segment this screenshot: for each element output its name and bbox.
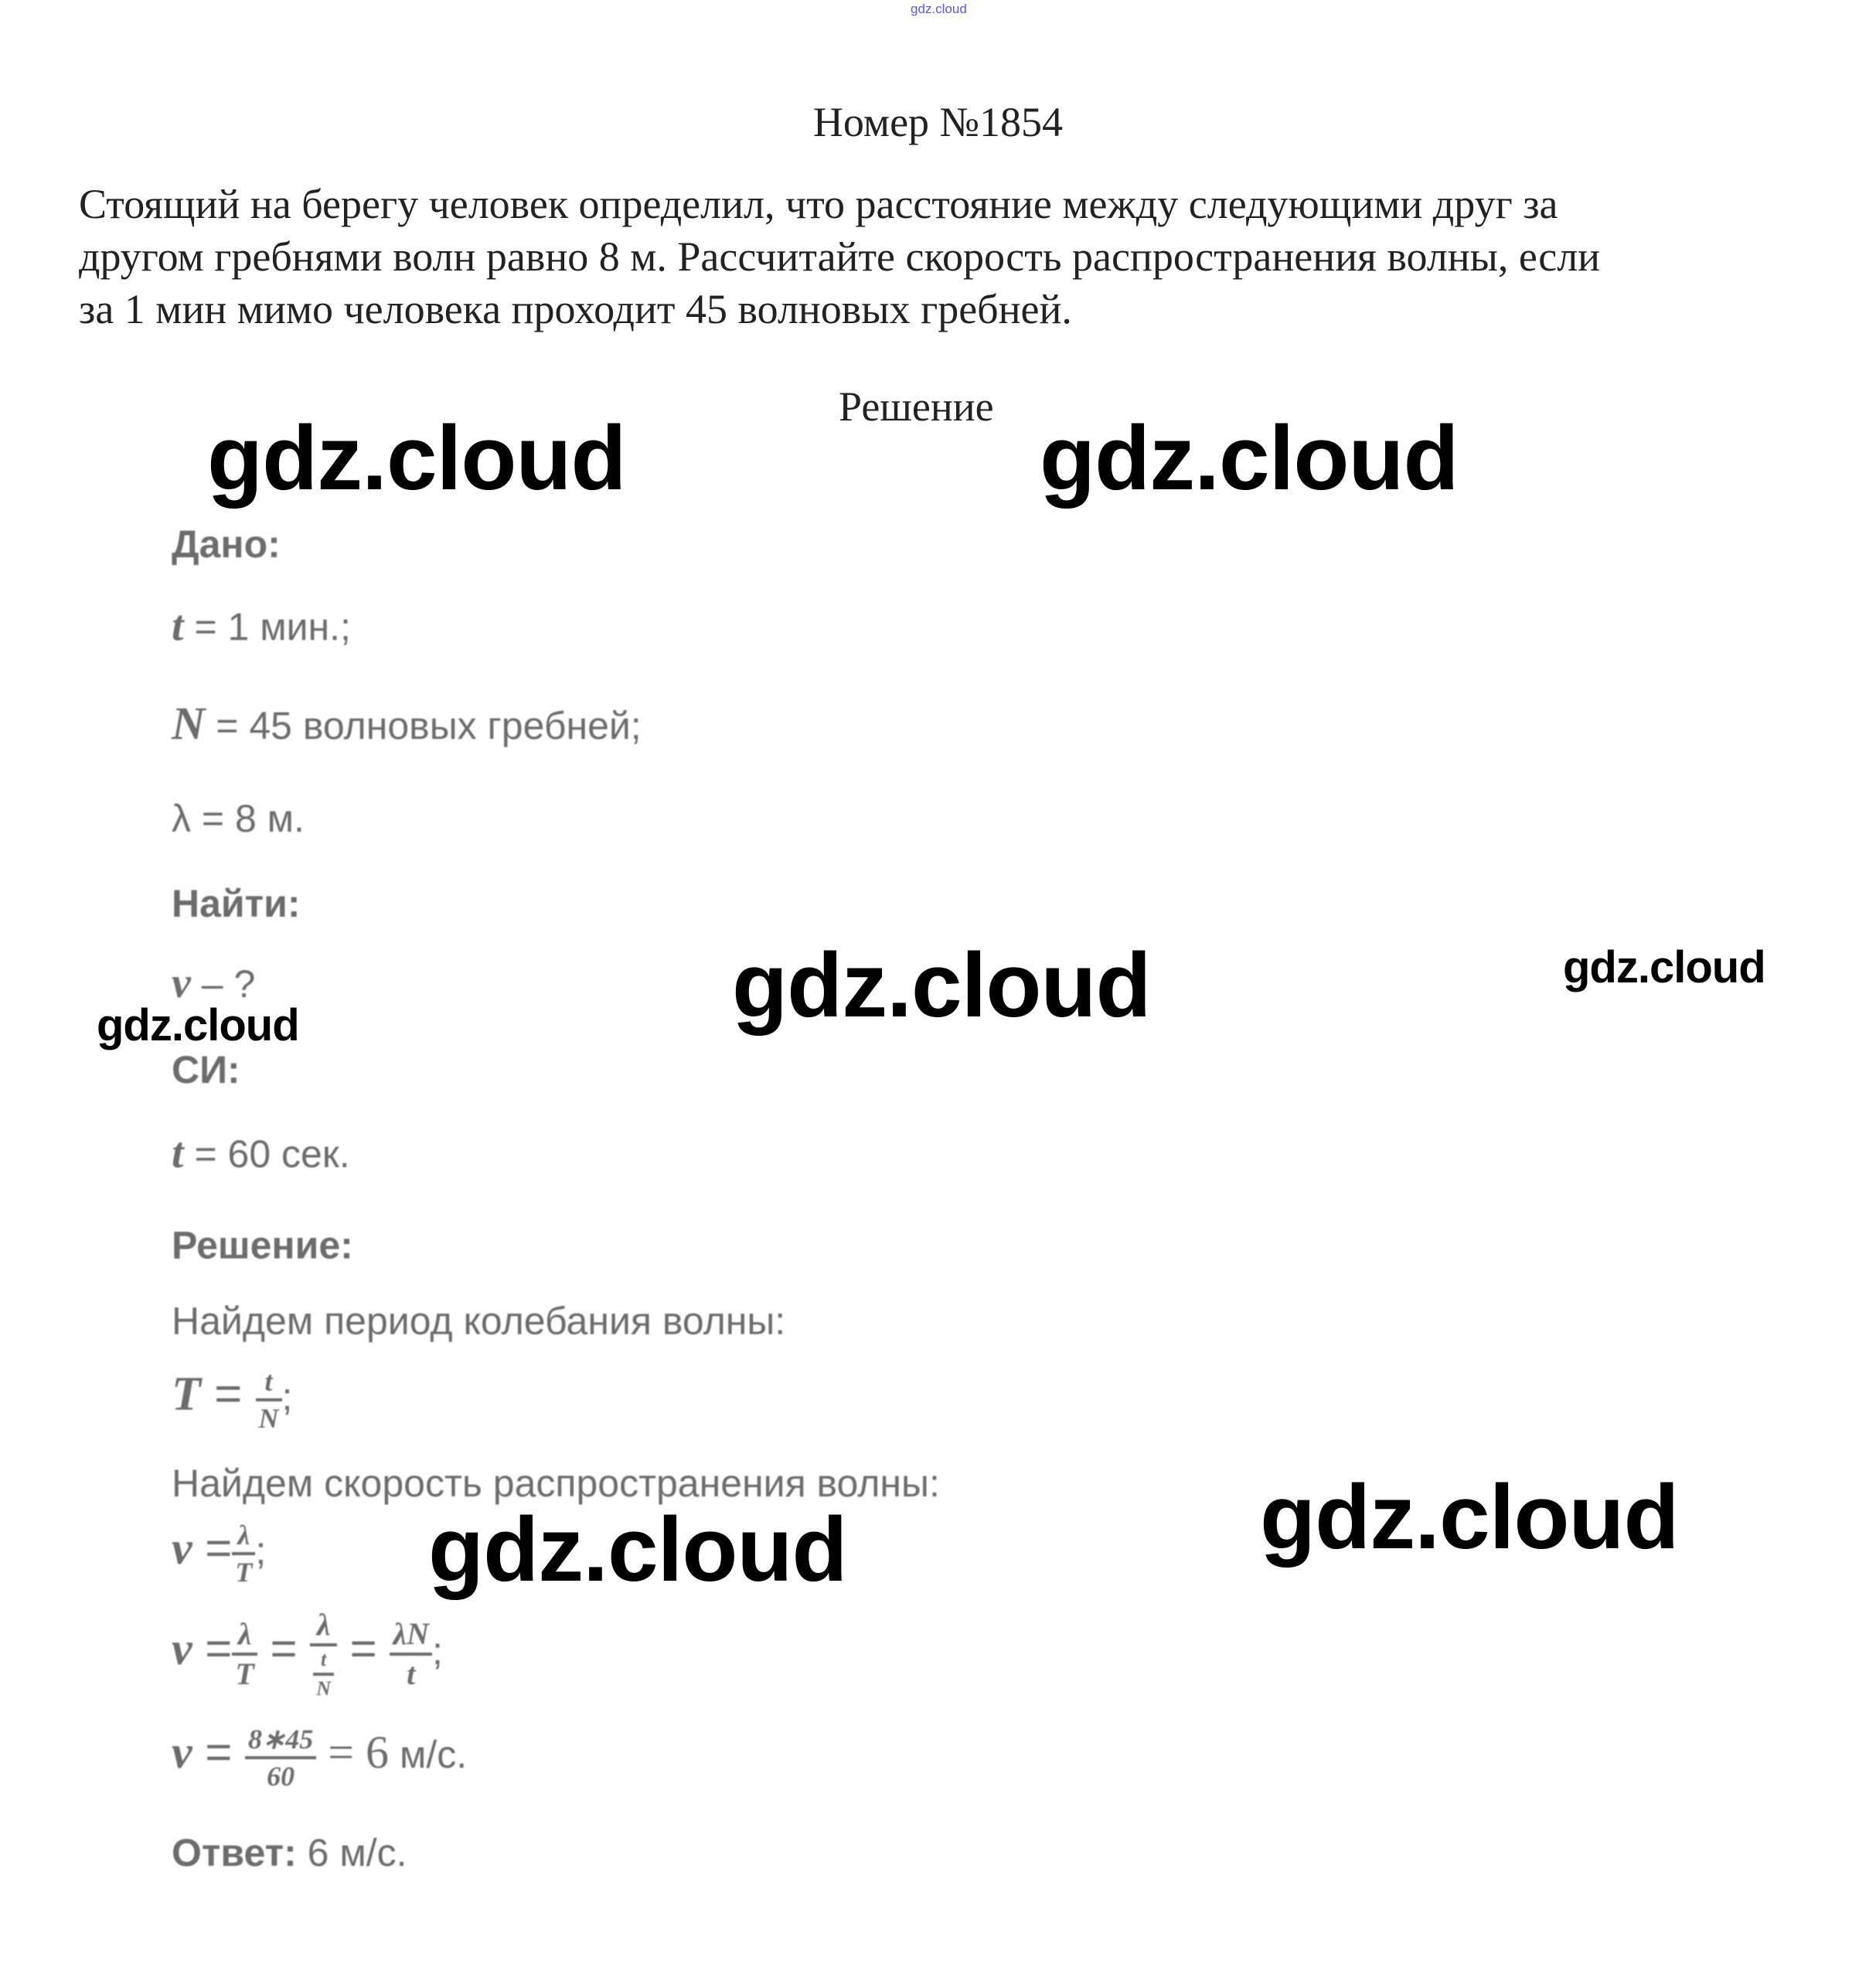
watermark: gdz.cloud bbox=[428, 1499, 847, 1601]
formula-speed-numeric: v = $\frac{8∗45}{60}$ = 6 м/с. bbox=[172, 1724, 468, 1792]
formula-speed-derivation: v = $\frac{\lambda}{T}$ = $\frac{\lambda}{\frac{t}{N}}$ = $\frac{\lambda N}{t}$ ; bbox=[172, 1607, 443, 1700]
watermark: gdz.cloud bbox=[1040, 407, 1459, 509]
find-speed: v – ? bbox=[172, 959, 256, 1007]
si-time: t = 60 сек. bbox=[172, 1129, 350, 1177]
task-line: Стоящий на берегу человек определил, что расстояние между следующими друг за bbox=[79, 181, 1558, 227]
formula-speed: v = $\frac{\lambda}{T}$ ; bbox=[172, 1520, 267, 1588]
watermark: gdz.cloud bbox=[1260, 1466, 1679, 1568]
task-line: за 1 мин мимо человека проходит 45 волновых гребней. bbox=[79, 286, 1072, 332]
given-time: t = 1 мин.; bbox=[172, 602, 351, 650]
given-label: Дано: bbox=[172, 523, 281, 566]
given-wavelength: λ = 8 м. bbox=[172, 797, 305, 840]
task-text bbox=[79, 178, 1818, 335]
solution-title: Решение bbox=[839, 383, 994, 430]
watermark: gdz.cloud bbox=[732, 935, 1151, 1037]
problem-title: Номер №1854 bbox=[812, 99, 1064, 145]
watermark: gdz.cloud bbox=[207, 407, 626, 509]
solution-label: Решение: bbox=[172, 1224, 353, 1267]
watermark: gdz.cloud bbox=[1563, 942, 1765, 992]
step-speed: Найдем скорость распространения волны: bbox=[172, 1462, 940, 1505]
site-mark: gdz.cloud bbox=[911, 2, 967, 16]
si-label: СИ: bbox=[172, 1048, 240, 1091]
answer: Ответ: 6 м/с. bbox=[172, 1831, 407, 1874]
watermark: gdz.cloud bbox=[97, 1000, 299, 1050]
task-line: другом гребнями волн равно 8 м. Рассчитайте скорость распространения волны, если bbox=[79, 233, 1601, 280]
step-period: Найдем период колебания волны: bbox=[172, 1299, 786, 1343]
find-label: Найти: bbox=[172, 882, 301, 925]
formula-period: T = $\frac{t}{N}$ ; bbox=[172, 1365, 293, 1434]
given-crest-count: N = 45 волновых гребней; bbox=[172, 698, 642, 749]
